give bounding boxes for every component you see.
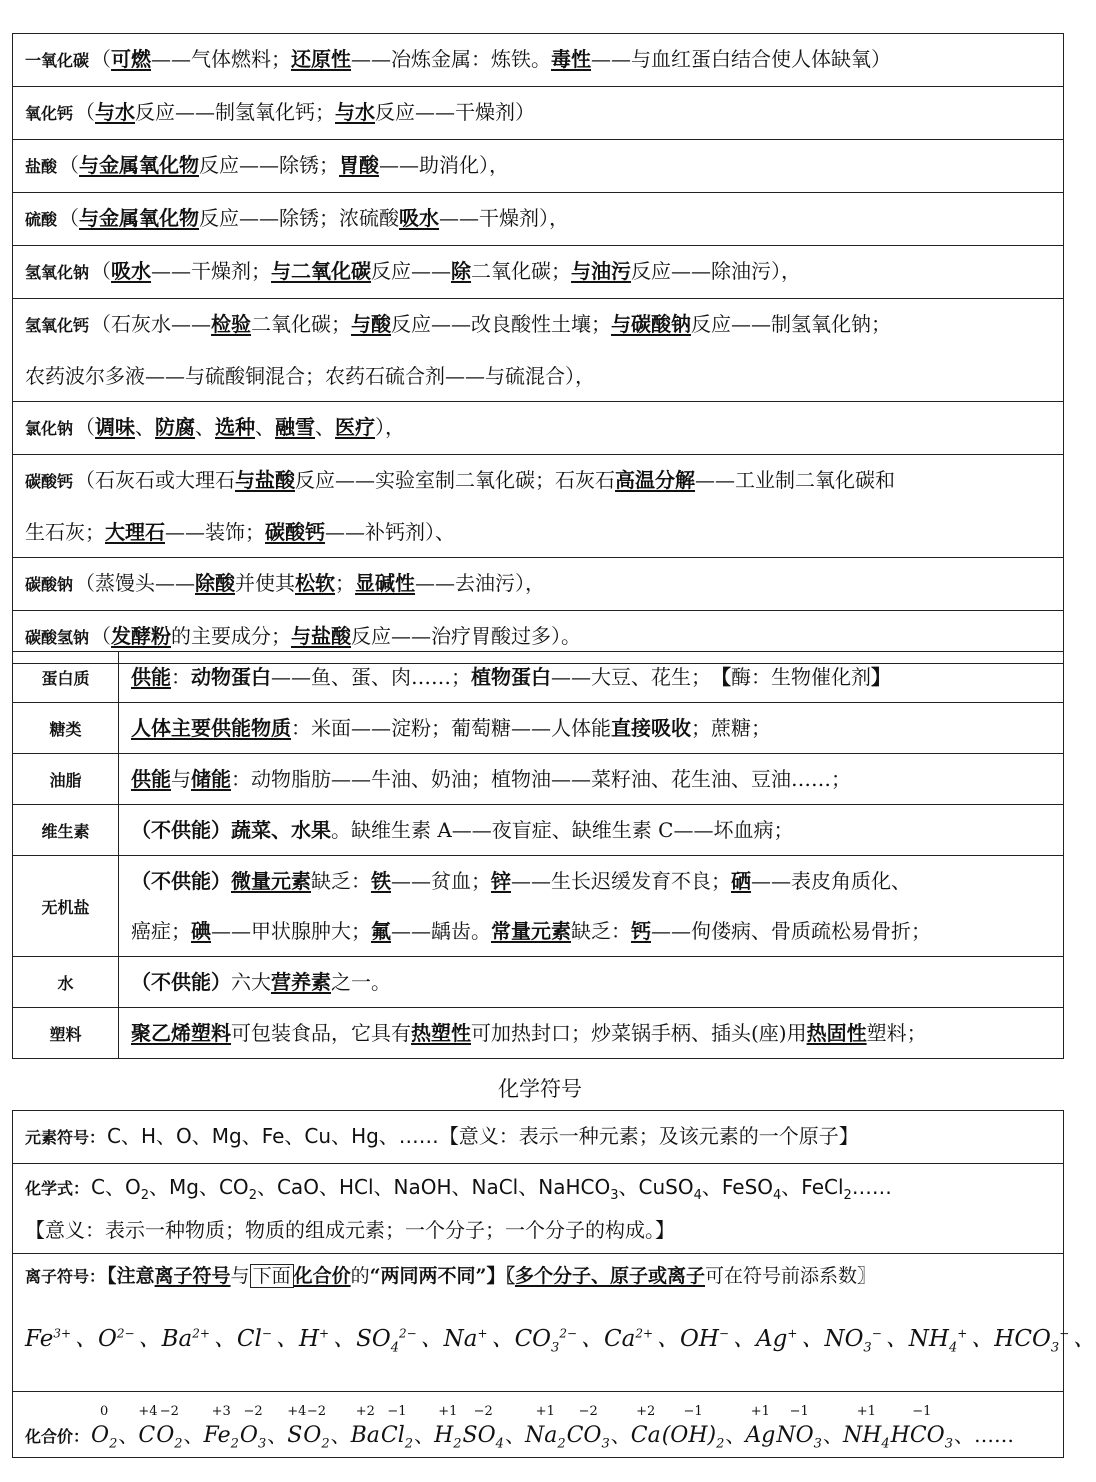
element-symbol-row — [13, 1111, 1063, 1163]
key-term: 与碳酸钠 — [611, 312, 692, 336]
key-term: 聚乙烯塑料 — [131, 1021, 231, 1045]
ion-note-6: 的 — [350, 1265, 370, 1287]
key-term: 热塑性 — [411, 1021, 471, 1045]
text-segment: ——冶炼金属：炼铁。 — [351, 47, 552, 71]
formula: FeSO$_4$ — [721, 1175, 782, 1203]
key-term: 锌 — [491, 869, 511, 893]
formula: C — [91, 1175, 105, 1199]
ion-symbol: $Ca^{2+}$ — [604, 1325, 654, 1352]
text-segment: 直接吸收 — [611, 716, 691, 740]
key-term: 与盐酸 — [235, 468, 296, 492]
formula: NaOH — [393, 1175, 452, 1199]
key-term: 除 — [451, 259, 472, 283]
ion-note-2: 离子符号 — [154, 1265, 231, 1287]
ion-note-9: 多个分子、原子或离子 — [514, 1265, 705, 1287]
key-term: 融雪 — [275, 415, 316, 439]
nutrient-description — [119, 804, 1063, 855]
nutrient-label: 维生素 — [13, 804, 119, 855]
formula: FeCl$_2$ — [801, 1175, 852, 1203]
use-row — [13, 34, 1063, 86]
text-segment: 酶：生物催化剂 — [731, 665, 871, 689]
text-segment: 【 — [721, 665, 731, 689]
text-segment: （石灰水—— — [91, 312, 212, 336]
text-segment: ：米面——淀粉；葡萄糖——人体能 — [291, 716, 611, 740]
text-segment: ——佝偻病、骨质疏松易骨折； — [651, 919, 931, 943]
key-term: 可燃 — [111, 47, 152, 71]
text-segment: （蒸馒头—— — [75, 571, 196, 595]
element-symbol-list: C、H、O、Mg、Fe、Cu、Hg、…… — [107, 1124, 439, 1148]
ion-symbol: OH− — [680, 1325, 730, 1352]
text-segment: ——装饰； — [165, 520, 265, 544]
key-term: 吸水 — [399, 206, 440, 230]
text-segment: ——大豆、花生； — [551, 665, 721, 689]
text-segment: 反应——制氢氧化钙； — [135, 100, 336, 124]
substance-label: 氢氧化钠 — [25, 263, 90, 282]
text-segment: ——干燥剂）， — [439, 206, 570, 230]
valence-compound: +1 $H_2$ −2 $SO_4$ — [434, 1404, 504, 1452]
text-segment: ——贫血； — [391, 869, 491, 893]
text-segment: 反应——治疗胃酸过多）。 — [351, 624, 582, 648]
text-segment: 农药波尔多液——与硫酸铜混合；农药石硫合剂——与硫混合）， — [25, 364, 595, 388]
symbols-table — [12, 1110, 1096, 1458]
substance-label: 氧化钙 — [25, 104, 74, 123]
text-segment: ——甲状腺肿大； — [211, 919, 371, 943]
key-term: 碘 — [191, 919, 211, 943]
ion-row — [13, 1253, 1096, 1391]
key-term: 检验 — [211, 312, 252, 336]
key-term: 人体主要供能物质 — [131, 716, 291, 740]
text-segment: ）， — [375, 415, 406, 439]
key-term: 碳酸钙 — [265, 520, 325, 544]
nutrient-description — [119, 651, 1063, 702]
ion-note-10: 可在符号前添系数〗 — [705, 1265, 877, 1287]
key-term: 显碱性 — [355, 571, 416, 595]
use-row — [13, 298, 1063, 401]
key-term: 调味 — [95, 415, 136, 439]
text-segment: （不供能）蔬菜、水果 — [131, 818, 331, 842]
key-term: 常量元素 — [491, 919, 571, 943]
substance-label: 一氧化碳 — [25, 51, 90, 70]
key-term: 氟 — [371, 919, 391, 943]
text-segment: （ — [91, 624, 112, 648]
section-title: 化学符号 — [498, 1077, 582, 1101]
ion-symbol: $NO_3^-$ — [824, 1325, 882, 1356]
nutrient-label: 水 — [13, 956, 119, 1007]
text-segment: 癌症； — [131, 919, 191, 943]
text-segment: ——与血红蛋白结合使人体缺氧） — [591, 47, 892, 71]
valence-compound: 0 $O_2$ — [91, 1404, 118, 1452]
text-segment: 缺乏： — [311, 869, 371, 893]
substance-label: 硫酸 — [25, 210, 58, 229]
use-row — [13, 86, 1063, 139]
formula: HCl — [338, 1175, 374, 1199]
nutrient-description — [119, 702, 1063, 753]
formula-list: C、$O_2$、Mg、$CO_2$、CaO、HCl、NaOH、NaCl、NaHCO$_3$、CuSO$_4$、FeSO$_4$、FeCl$_2$ — [91, 1175, 852, 1203]
key-term: 微量元素 — [231, 869, 311, 893]
formula: Mg — [169, 1175, 199, 1199]
substance-label: 盐酸 — [25, 157, 58, 176]
text-segment: 反应——制氢氧化钠； — [691, 312, 892, 336]
ion-symbol: Ag+ — [756, 1325, 798, 1352]
key-term: 热固性 — [806, 1021, 867, 1045]
text-segment: 反应——改良酸性土壤； — [391, 312, 612, 336]
nutrient-label: 无机盐 — [13, 855, 119, 956]
text-segment: 、 — [315, 415, 336, 439]
nutrient-label: 油脂 — [13, 753, 119, 804]
use-row — [13, 245, 1063, 298]
key-term: 毒性 — [551, 47, 592, 71]
text-segment: ——鱼、蛋、肉……； — [271, 665, 471, 689]
formula-tail: …… — [851, 1175, 892, 1199]
valence-compound: +1 $Na_2$ −2 $CO_3$ — [524, 1404, 610, 1452]
text-segment: 二氧化碳； — [471, 259, 572, 283]
text-segment: ；蔗糖； — [691, 716, 771, 740]
text-segment: ——龋齿。 — [391, 919, 491, 943]
valence-compound: +2 Ba −1 $Cl_2$ — [350, 1404, 414, 1452]
text-segment: （石灰石或大理石 — [75, 468, 236, 492]
nutrient-label: 糖类 — [13, 702, 119, 753]
key-term: 医疗 — [335, 415, 376, 439]
key-term: 供能 — [131, 665, 171, 689]
text-segment: 动物蛋白 — [191, 665, 271, 689]
ion-symbol: $Ba^{2+}$ — [161, 1325, 210, 1352]
ion-symbol: $SO_4^{2-}$ — [356, 1325, 417, 1356]
text-segment: 二氧化碳； — [251, 312, 352, 336]
valence-compound: +1 Ag −1 $NO_3$ — [745, 1404, 822, 1452]
text-segment: ——干燥剂； — [151, 259, 272, 283]
nutrient-label: 蛋白质 — [13, 651, 119, 702]
text-segment: （ — [75, 100, 96, 124]
key-term: 与二氧化碳 — [271, 259, 372, 283]
ion-symbol: $CO_3^{2-}$ — [514, 1325, 578, 1356]
key-term: 选种 — [215, 415, 256, 439]
use-row — [13, 454, 1063, 557]
ion-note-5: 化合价 — [293, 1265, 351, 1287]
text-segment: 、 — [255, 415, 276, 439]
key-term: 硒 — [731, 869, 751, 893]
text-segment: （不供能） — [131, 970, 231, 994]
key-term: 与水 — [335, 100, 376, 124]
text-segment: ： — [171, 665, 191, 689]
valence-tail: …… — [974, 1423, 1014, 1447]
use-row — [13, 557, 1063, 610]
ion-symbol: Na+ — [443, 1325, 488, 1352]
formula: $O_2$ — [124, 1175, 150, 1203]
substance-label: 碳酸钙 — [25, 472, 74, 491]
valence-label: 化合价： — [25, 1427, 90, 1446]
substance-label: 碳酸钠 — [25, 575, 74, 594]
text-segment: ——助消化）， — [379, 153, 510, 177]
text-segment: 反应——干燥剂） — [375, 100, 536, 124]
nutrient-description — [119, 956, 1063, 1007]
text-segment: ：动物脂肪——牛油、奶油；植物油——菜籽油、花生油、豆油……； — [231, 767, 851, 791]
ion-note-4: 下面 — [250, 1264, 294, 1288]
key-term: 与金属氧化物 — [79, 153, 200, 177]
text-segment: ——去油污）， — [415, 571, 546, 595]
key-term: 与金属氧化物 — [79, 206, 200, 230]
nutrient-description — [119, 855, 1063, 956]
nutrient-description — [119, 753, 1063, 804]
text-segment: 、 — [195, 415, 216, 439]
ion-note-1: 【注意 — [107, 1265, 155, 1287]
text-segment: （ — [91, 47, 112, 71]
valence-compound: +1 $NH_4$ −1 $HCO_3$ — [842, 1404, 953, 1452]
key-term: 胃酸 — [339, 153, 380, 177]
key-term: 高温分解 — [615, 468, 696, 492]
text-segment: （ — [59, 206, 80, 230]
ion-symbol: H+ — [298, 1325, 330, 1352]
valence-compound: +2 Ca −1 $(OH)_2$ — [630, 1404, 725, 1452]
use-row — [13, 139, 1063, 192]
text-segment: （不供能） — [131, 869, 231, 893]
key-term: 钙 — [631, 919, 651, 943]
key-term: 还原性 — [291, 47, 352, 71]
text-segment: （ — [59, 153, 80, 177]
text-segment: 反应——除油污）， — [631, 259, 802, 283]
text-segment: ——补钙剂）、 — [325, 520, 455, 544]
text-segment: 并使其 — [235, 571, 296, 595]
text-segment: 可包装食品，它具有 — [231, 1021, 411, 1045]
key-term: 储能 — [191, 767, 231, 791]
key-term: 与水 — [95, 100, 136, 124]
ion-symbol: $HCO_3^-$ — [994, 1325, 1070, 1356]
ion-label: 离子符号： — [25, 1267, 106, 1286]
valence-row — [13, 1391, 1063, 1457]
use-row — [13, 401, 1063, 454]
key-term: 防腐 — [155, 415, 196, 439]
text-segment: ——气体燃料； — [151, 47, 292, 71]
nutrient-label: 塑料 — [13, 1007, 119, 1058]
formula: $CO_2$ — [218, 1175, 257, 1203]
valence-compound: +4 S −2 $O_2$ — [287, 1404, 330, 1452]
ion-symbol: Cl− — [236, 1325, 272, 1352]
text-segment: （ — [75, 415, 96, 439]
key-term: 松软 — [295, 571, 336, 595]
ion-symbol: $Fe^{3+}$ — [25, 1325, 72, 1352]
key-term: 铁 — [371, 869, 391, 893]
formula: NaHCO$_3$ — [538, 1175, 619, 1203]
text-segment: 六大 — [231, 970, 271, 994]
nutrient-description — [119, 1007, 1063, 1058]
ion-list: $Fe^{3+}$ 、$O^{2-}$ 、$Ba^{2+}$ 、Cl− 、H+ 、$SO_4^{2-}$ 、Na+ 、$CO_3^{2-}$ 、$Ca^{2+}$ 、OH− 、Ag+ 、$NO_3^-$ 、$NH_4^+$ 、$HCO_3^-$ 、 — [25, 1325, 1096, 1356]
key-term: 与盐酸 — [291, 624, 352, 648]
key-term: 大理石 — [105, 520, 165, 544]
substance-label: 氢氧化钙 — [25, 316, 90, 335]
text-segment: 反应——实验室制二氧化碳；石灰石 — [295, 468, 616, 492]
uses-table — [12, 33, 1064, 664]
key-term: 发酵粉 — [111, 624, 172, 648]
text-segment: 反应——除锈；浓硫酸 — [199, 206, 400, 230]
valence-compound: +4 C −2 $O_2$ — [138, 1404, 183, 1452]
key-term: 吸水 — [111, 259, 152, 283]
text-segment: 】 — [871, 665, 891, 689]
ion-symbol: $NH_4^+$ — [908, 1325, 968, 1356]
text-segment: 的主要成分； — [171, 624, 292, 648]
formula-row — [13, 1163, 1063, 1253]
text-segment: 缺乏： — [571, 919, 631, 943]
text-segment: 反应—— — [371, 259, 452, 283]
formula: CuSO$_4$ — [638, 1175, 702, 1203]
text-segment: 与 — [171, 767, 191, 791]
formula-label: 化学式： — [25, 1179, 90, 1198]
substance-label: 氯化钠 — [25, 419, 74, 438]
key-term: 除酸 — [195, 571, 236, 595]
formula: NaCl — [471, 1175, 519, 1199]
nutrients-table — [12, 651, 1064, 1059]
text-segment: 。缺维生素 A——夜盲症、缺维生素 C——坏血病； — [331, 818, 794, 842]
text-segment: ——生长迟缓发育不良； — [511, 869, 731, 893]
valence-compound: +3 $Fe_2$ −2 $O_3$ — [203, 1404, 267, 1452]
element-symbol-label: 元素符号： — [25, 1128, 106, 1147]
key-term: 供能 — [131, 767, 171, 791]
text-segment: 反应——除锈； — [199, 153, 340, 177]
valence-list: 0 $O_2$、 +4 C −2 $O_2$、 +3 $Fe_2$ −2 $O_3$、 +4 S −2 $O_2$、 +2 Ba −1 $Cl_2$、 +1 $H_2$ −2 $SO_4$、 +1 $Na_2$ −2 $CO_3$、 +2 Ca −1 $(OH)_2$、 +1 Ag −1 $NO_3$、 +1 $NH_4$ −1 $HCO_3$、 — [91, 1404, 974, 1452]
key-term: 与酸 — [351, 312, 392, 336]
text-segment: 、 — [135, 415, 156, 439]
formula-meaning: 【意义：表示一种物质；物质的组成元素；一个分子；一个分子的构成。】 — [25, 1218, 675, 1242]
text-segment: 之一。 — [331, 970, 391, 994]
ion-note-8: 】〖 — [486, 1265, 515, 1287]
text-segment: 可加热封口；炒菜锅手柄、插头(座)用 — [471, 1021, 807, 1045]
element-symbol-meaning: 【意义：表示一种元素；及该元素的一个原子】 — [438, 1124, 859, 1148]
key-term: 营养素 — [271, 970, 331, 994]
text-segment: 植物蛋白 — [471, 665, 551, 689]
text-segment: （ — [91, 259, 112, 283]
key-term: 与油污 — [571, 259, 632, 283]
text-segment: 生石灰； — [25, 520, 105, 544]
text-segment: 塑料； — [866, 1021, 927, 1045]
ion-symbol: $O^{2-}$ — [98, 1325, 135, 1352]
substance-label: 碳酸氢钠 — [25, 628, 90, 647]
text-segment: ——工业制二氧化碳和 — [695, 468, 896, 492]
formula: CaO — [276, 1175, 319, 1199]
text-segment: ——表皮角质化、 — [751, 869, 911, 893]
ion-note-7: “两同两不同” — [369, 1265, 487, 1287]
use-row — [13, 192, 1063, 245]
ion-note-3: 与 — [230, 1265, 250, 1287]
text-segment: ； — [335, 571, 356, 595]
